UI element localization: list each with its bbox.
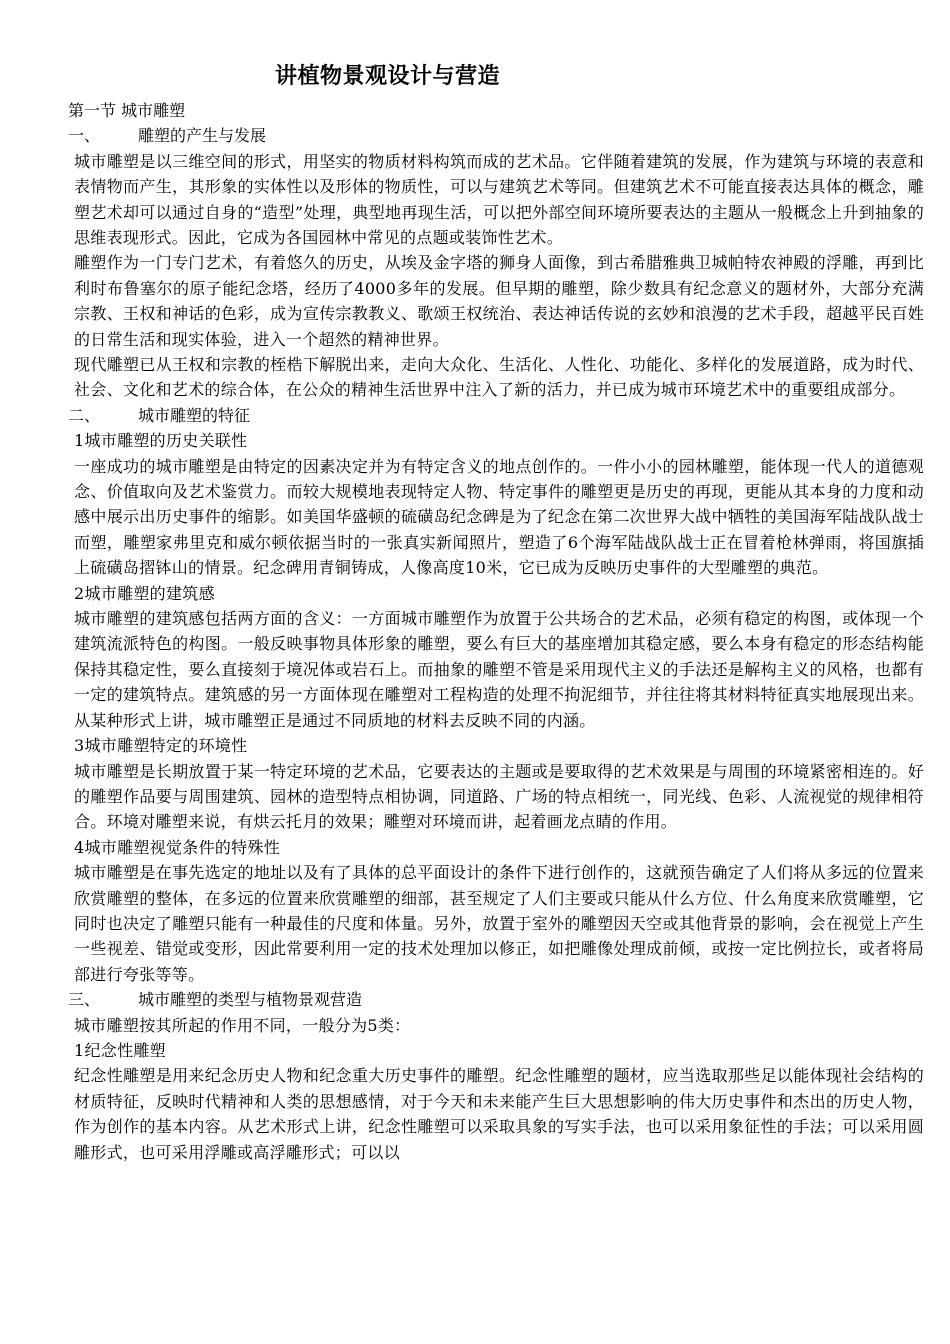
item-heading: 3城市雕塑特定的环境性 (74, 736, 248, 756)
paragraph: 城市雕塑是以三维空间的形式，用坚实的物质材料构筑而成的艺术品。它伴随着建筑的发展，作为建筑与环境的表意和表情物而产生，其形象的实体性以及形体的物质性，可以与建筑艺术等同。但建筑艺术不可能直接表达具体的概念，雕塑艺术却可以通过自身的“造型”处理，典型地再现生活，可以把外部空间环境所要表达的主题从一般概念上升到抽象的思维表现形式。因此，它成为各国园林中常见的点题或装饰性艺术。 (74, 151, 924, 247)
paragraph: 城市雕塑的建筑感包括两方面的含义：一方面城市雕塑作为放置于公共场合的艺术品，必须有稳定的构图，或体现一个建筑流派特色的构图。一般反映事物具体形象的雕塑，要么有巨大的基座增加其稳定感，要么本身有稳定的形态结构能保持其稳定性，要么直接刻于境况体或岩石上。而抽象的雕塑不管是采用现代主义的手法还是解构主义的风格，也都有一定的建筑特点。建筑感的另一方面体现在雕塑对工程构造的处理不拘泥细节，并往往将其材料特征真实地展现出来。从某种形式上讲，城市雕塑正是通过不同质地的材料去反映不同的内涵。 (74, 609, 924, 730)
item-heading: 2城市雕塑的建筑感 (74, 583, 215, 603)
section-heading: 第一节 城市雕塑 (68, 101, 186, 120)
paragraph: 一座成功的城市雕塑是由特定的因素决定并为有特定含义的地点创作的。一件小小的园林雕塑，能体现一代人的道德观念、价值取向及艺术鉴赏力。而较大规模地表现特定人物、特定事件的雕塑更是历史的再现，更能从其本身的力度和动感中展示出历史事件的缩影。如美国华盛顿的硫磺岛纪念碑是为了纪念在第二次世界大战中牺牲的美国海军陆战队战士而塑，雕塑家弗里克和威尔顿依据当时的一张真实新闻照片，塑造了6个海军陆战队战士正在冒着枪林弹雨，将国旗插上硫磺岛摺钵山的情景。纪念碑用青铜铸成，人像高度10米，它已成为反映历史事件的大型雕塑的典范。 (74, 456, 924, 578)
paragraph: 城市雕塑是长期放置于某一特定环境的艺术品，它要表达的主题或是要取得的艺术效果是与周围的环境紧密相连的。好的雕塑作品要与周围建筑、园林的造型特点相协调，同道路、广场的特点相统一，同光线、色彩、人流视觉的规律相符合。环境对雕塑来说，有烘云托月的效果；雕塑对环境而讲，起着画龙点睛的作用。 (74, 761, 924, 832)
item-heading: 1纪念性雕塑 (74, 1040, 166, 1060)
subsection-number: 一、 (68, 126, 101, 146)
subsection-number: 二、 (68, 405, 101, 425)
page-title: 讲植物景观设计与营造 (275, 64, 501, 89)
subsection-heading (68, 123, 924, 148)
subsection-number: 三、 (68, 990, 101, 1010)
paragraph: 纪念性雕塑是用来纪念历史人物和纪念重大历史事件的雕塑。纪念性雕塑的题材，应当选取那些足以能体现社会结构的材质特征，反映时代精神和人类的思想感情，对于今天和未来能产生巨大思想影响的伟大历史事件和杰出的历史人物，作为创作的基本内容。从艺术形式上讲，纪念性雕塑可以采取具象的写实手法，也可以采用象征性的手法；可以采用圆雕形式，也可采用浮雕或高浮雕形式；可以以 (74, 1066, 924, 1162)
paragraph: 雕塑作为一门专门艺术，有着悠久的历史，从埃及金字塔的狮身人面像，到古希腊雅典卫城帕特农神殿的浮雕，再到比利时布鲁塞尔的原子能纪念塔，经历了4000多年的发展。但早期的雕塑，除少数具有纪念意义的题材外，大部分充满宗教、王权和神话的色彩，成为宣传宗教教义、歌颂王权统治、表达神话传说的玄妙和浪漫的艺术手段，超越平民百姓的日常生活和现实体验，进入一个超然的精神世界。 (74, 253, 924, 349)
subsection-title: 城市雕塑的类型与植物景观营造 (138, 990, 363, 1010)
subsection-heading (68, 403, 924, 428)
subsection-title: 城市雕塑的特征 (138, 405, 251, 425)
paragraph: 城市雕塑是在事先选定的地址以及有了具体的总平面设计的条件下进行创作的，这就预告确定了人们将从多远的位置来欣赏雕塑的整体，在多远的位置来欣赏雕塑的细部，甚至规定了人们主要或只能从什么方位、什么角度来欣赏雕塑，它同时也决定了雕塑只能有一种最佳的尺度和体量。另外，放置于室外的雕塑因天空或其他背景的影响，会在视觉上产生一些视差、错觉或变形，因此常要利用一定的技术处理加以修正，如把雕像处理成前倾，或按一定比例拉长，或者将局部进行夸张等等。 (74, 863, 924, 984)
subsection-heading (68, 987, 924, 1012)
paragraph: 现代雕塑已从王权和宗教的桎梏下解脱出来，走向大众化、生活化、人性化、功能化、多样化的发展道路，成为时代、社会、文化和艺术的综合体，在公众的精神生活世界中注入了新的活力，并已成为城市环境艺术中的重要组成部分。 (74, 355, 924, 400)
item-heading: 4城市雕塑视觉条件的特殊性 (74, 837, 281, 857)
paragraph: 城市雕塑按其所起的作用不同，一般分为5类： (74, 1015, 411, 1035)
subsection-title: 雕塑的产生与发展 (138, 126, 267, 146)
item-heading: 1城市雕塑的历史关联性 (74, 431, 248, 451)
document-body (68, 98, 924, 1165)
